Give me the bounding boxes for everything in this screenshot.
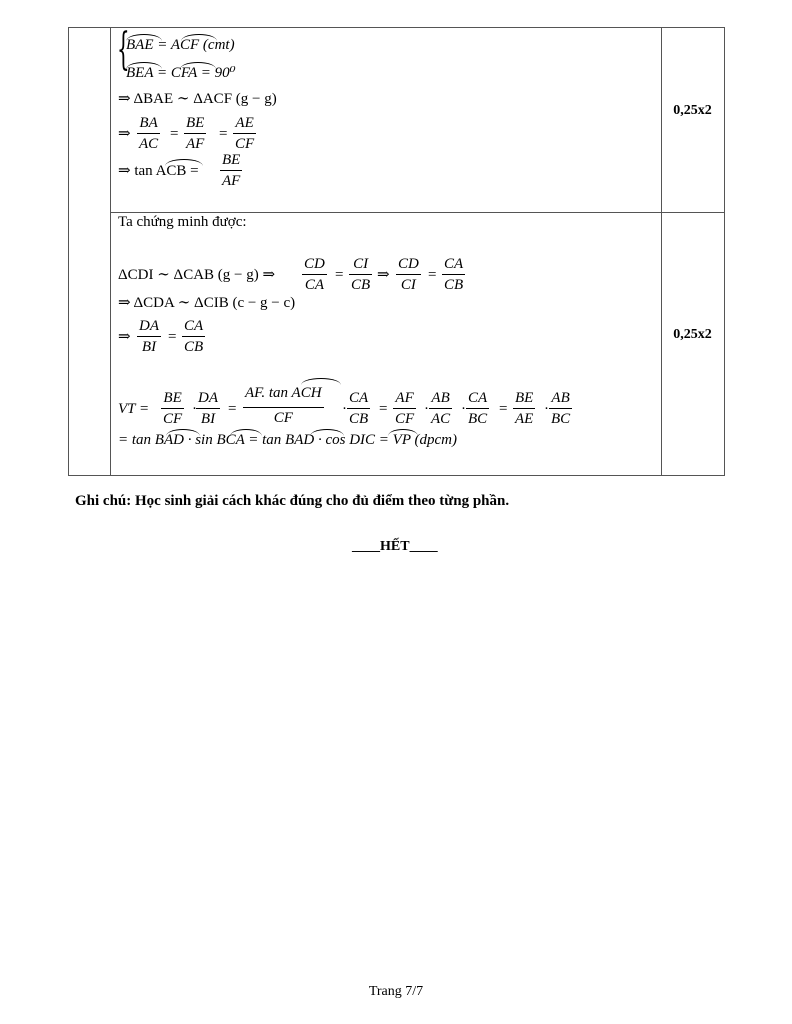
row2-line4-lead: VT =	[118, 401, 150, 417]
fraction: $\frac{CI}{CB}$	[351, 256, 371, 293]
row-divider	[111, 212, 724, 213]
system-brace: {	[117, 24, 130, 75]
row2-line2: ⇒ ΔCDA ∼ ΔCIB (c − g − c)	[118, 295, 296, 311]
row1-score: 0,25x2	[673, 103, 712, 118]
fraction: $\frac{DA}{BI}$	[198, 390, 218, 427]
dot-operator: ·	[342, 401, 347, 417]
fraction: $\frac{BA}{AC}$	[139, 115, 159, 152]
page-number: Trang 7/7	[368, 984, 424, 999]
fraction: $\frac{BE}{CF}$	[163, 390, 183, 427]
equals-sign: =	[428, 267, 437, 283]
fraction: $\frac{BE}{AE}$	[515, 390, 534, 427]
row2-line1-lead: ΔCDI ∼ ΔCAB (g − g) ⇒	[118, 267, 276, 283]
equals-sign: =	[219, 126, 228, 142]
fraction: $\frac{CA}{CB}$	[184, 318, 204, 355]
angle-arc	[180, 62, 216, 69]
row1-line3: ⇒ ΔBAE ∼ ΔACF (g − g)	[118, 91, 277, 107]
row2-line5: = tan BAD · sin BCA = tan BAD · cos DIC = VP (dpcm)	[118, 432, 457, 448]
row1-line2: BEA = CFA = 90⁰	[126, 65, 236, 81]
equals-sign: =	[168, 329, 177, 345]
row1-line1: BAE = ACF (cmt)	[126, 37, 235, 53]
fraction: $\frac{AE}{CF}$	[235, 115, 255, 152]
end-mark: ____HẾT____	[352, 539, 438, 554]
dot-operator: ·	[461, 401, 466, 417]
fraction: $\frac{CA}{CB}$	[444, 256, 464, 293]
implies-arrow: ⇒	[118, 329, 131, 345]
angle-arc	[181, 34, 217, 41]
row2-score: 0,25x2	[673, 327, 712, 342]
dot-operator: ·	[192, 401, 197, 417]
angle-arc	[301, 378, 341, 385]
dot-operator: ·	[544, 401, 549, 417]
fraction: $\frac{CD}{CI}$	[398, 256, 419, 293]
fraction: $\frac{CA}{BC}$	[468, 390, 488, 427]
equals-sign: =	[335, 267, 344, 283]
dot-operator: ·	[424, 401, 429, 417]
equals-sign: =	[228, 401, 237, 417]
fraction: $\frac{AF}{CF}$	[395, 390, 415, 427]
equals-sign: =	[499, 401, 508, 417]
score-column	[661, 28, 724, 475]
implies-arrow: ⇒	[118, 126, 131, 142]
angle-arc	[126, 34, 162, 41]
fraction: $\frac{CD}{CA}$	[304, 256, 325, 293]
equals-sign: =	[379, 401, 388, 417]
fraction: $\frac{AB}{AC}$	[431, 390, 451, 427]
fraction: AF. tan ACH CF	[245, 385, 322, 426]
fraction: $\frac{CA}{CB}$	[349, 390, 369, 427]
angle-arc	[165, 159, 203, 166]
fraction: $\frac{BE}{AF}$	[186, 115, 205, 152]
fraction: $\frac{AB}{BC}$	[551, 390, 571, 427]
grading-note: Ghi chú: Học sinh giải cách khác đúng cho đủ điểm theo từng phần.	[75, 493, 510, 509]
equals-sign: =	[170, 126, 179, 142]
row1-line5-lead: ⇒ tan ACB =	[118, 163, 199, 179]
row2-intro: Ta chứng minh được:	[118, 214, 247, 230]
fraction: $\frac{DA}{BI}$	[139, 318, 159, 355]
question-column	[69, 28, 111, 475]
fraction: $\frac{BE}{AF}$	[222, 152, 241, 189]
implies-arrow: ⇒	[377, 267, 390, 283]
angle-arc	[126, 62, 162, 69]
